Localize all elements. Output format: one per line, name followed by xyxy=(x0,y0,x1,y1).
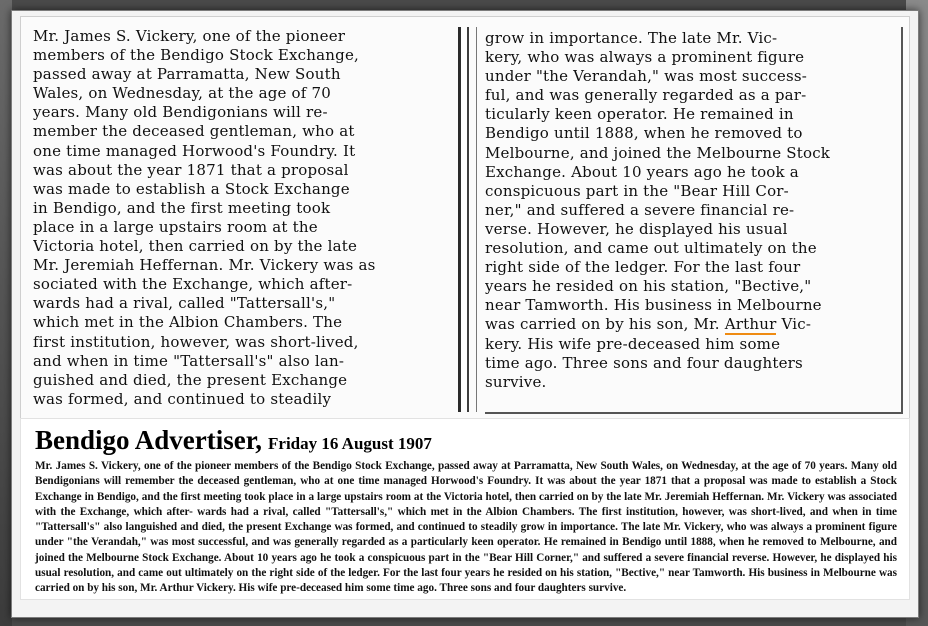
clipping-right-line: kery. His wife pre-deceased him some xyxy=(485,334,781,353)
clipping-right-line: survive. xyxy=(485,372,547,391)
clipping-right-line: years he resided on his station, "Bective," xyxy=(485,277,812,296)
clipping-right-line: right side of the ledger. For the last four xyxy=(485,258,801,277)
clipping-right-line: ticularly keen operator. He remained in xyxy=(485,105,794,124)
clipping-right-line: resolution, and came out ultimately on the xyxy=(485,239,817,258)
clipping-left-line: in Bendigo, and the first meeting took xyxy=(33,198,331,217)
clipping-left-line: one time managed Horwood's Foundry. It xyxy=(33,141,356,160)
column-rule xyxy=(901,27,903,412)
clipping-right-line: ful, and was generally regarded as a par- xyxy=(485,86,807,105)
column-rule xyxy=(476,27,477,412)
clipping-right-line: near Tamworth. His business in Melbourne xyxy=(485,296,822,315)
clipping-left-line: was about the year 1871 that a proposal xyxy=(33,160,349,179)
article-transcript xyxy=(20,418,910,600)
clipping-left-line: was formed, and continued to steadily xyxy=(33,389,332,408)
clipping-right-line: verse. However, he displayed his usual xyxy=(485,219,788,238)
clipping-left-line: and when in time "Tattersall's" also lan- xyxy=(33,351,345,370)
clipping-left-column xyxy=(33,25,453,414)
clipping-left-line: first institution, however, was short-lived, xyxy=(33,332,359,351)
clipping-left-line: place in a large upstairs room at the xyxy=(33,217,318,236)
clipping-right-line: kery, who was always a prominent figure xyxy=(485,48,805,67)
clipping-left-line: Mr. Jeremiah Heffernan. Mr. Vickery was as xyxy=(33,256,376,275)
clipping-left-line: Mr. James S. Vickery, one of the pioneer xyxy=(33,27,346,45)
clipping-right-line: grow in importance. The late Mr. Vic- xyxy=(485,29,778,47)
clipping-right-line: was carried on by his son, Mr. Arthur Vic- xyxy=(485,315,812,334)
publication-date: Friday 16 August 1907 xyxy=(268,434,432,453)
clipping-left-line: Wales, on Wednesday, at the age of 70 xyxy=(33,84,331,103)
column-rule xyxy=(458,27,461,412)
clipping-left-line: sociated with the Exchange, which after- xyxy=(33,275,353,294)
clipping-left-line: members of the Bendigo Stock Exchange, xyxy=(33,46,359,65)
clipping-right-line: Bendigo until 1888, when he removed to xyxy=(485,124,803,143)
column-rule xyxy=(467,27,469,412)
clipping-right-column xyxy=(485,25,895,414)
article-body: Mr. James S. Vickery, one of the pioneer members of the Bendigo Stock Exchange, passed away at Parramatta, New South Wales, on Wednesday, at the age of 70 years. Many old Bendigonians will remember the deceased gentleman, who at one time managed Horwood's Foundry. It was about the year 1871 that a proposal was made to establish a Stock Exchange in Bendigo, and the first meeting took place in a large upstairs room at the Victoria hotel, then carried on by the late Mr. Jeremiah Heffernan. Mr. Vickery was associated with the Exchange, which after- wards had a rival, called "Tattersall's," which met in the Albion Chambers. The first institution, however, was short-lived, and when in time "Tattersall's" also languished and died, the present Exchange was formed, and continued to steadily grow in importance. The late Mr. Vickery, who was always a prominent figure under "the Verandah," was most successful, and was generally regarded as a particularly keen operator. He remained in Bendigo until 1888, when he removed to Melbourne, and joined the Melbourne Stock Exchange. About 10 years ago he took a conspicuous part in the "Bear Hill Corner," and suffered a severe financial reverse. However, he displayed his usual resolution, and came out ultimately on the right side of the ledger. For the last four years he resided on his station, "Bective," near Tamworth. His business in Melbourne was carried on by his son, Mr. Arthur Vickery. His wife pre-deceased him some time ago. Three sons and four daughters survive. xyxy=(35,460,897,595)
highlighted-name[interactable]: Arthur xyxy=(724,315,777,334)
clipping-left-line: was made to establish a Stock Exchange xyxy=(33,179,350,198)
clipping-left-line: member the deceased gentleman, who at xyxy=(33,122,355,141)
newspaper-name: Bendigo Advertiser, xyxy=(35,425,263,455)
clipping-right-line: Melbourne, and joined the Melbourne Stock xyxy=(485,143,831,162)
headline xyxy=(35,425,432,456)
clipping-left-line: passed away at Parramatta, New South xyxy=(33,65,341,84)
clipping-left-line: years. Many old Bendigonians will re- xyxy=(33,103,328,122)
clipping-left-line: Victoria hotel, then carried on by the late xyxy=(33,237,358,256)
clipping-right-line: ner," and suffered a severe financial re- xyxy=(485,200,795,219)
clipping-left-line: which met in the Albion Chambers. The xyxy=(33,313,343,332)
clipping-right-line: time ago. Three sons and four daughters xyxy=(485,353,803,372)
clipping-right-line: under "the Verandah," was most success- xyxy=(485,67,808,86)
clipping-right-line: conspicuous part in the "Bear Hill Cor- xyxy=(485,181,789,200)
clipping-right-line: Exchange. About 10 years ago he took a xyxy=(485,162,799,181)
clipping-left-line: wards had a rival, called "Tattersall's," xyxy=(33,294,336,313)
clipping-left-line: guished and died, the present Exchange xyxy=(33,370,348,389)
newspaper-clipping-image xyxy=(20,16,910,423)
column-end-rule xyxy=(485,412,903,414)
